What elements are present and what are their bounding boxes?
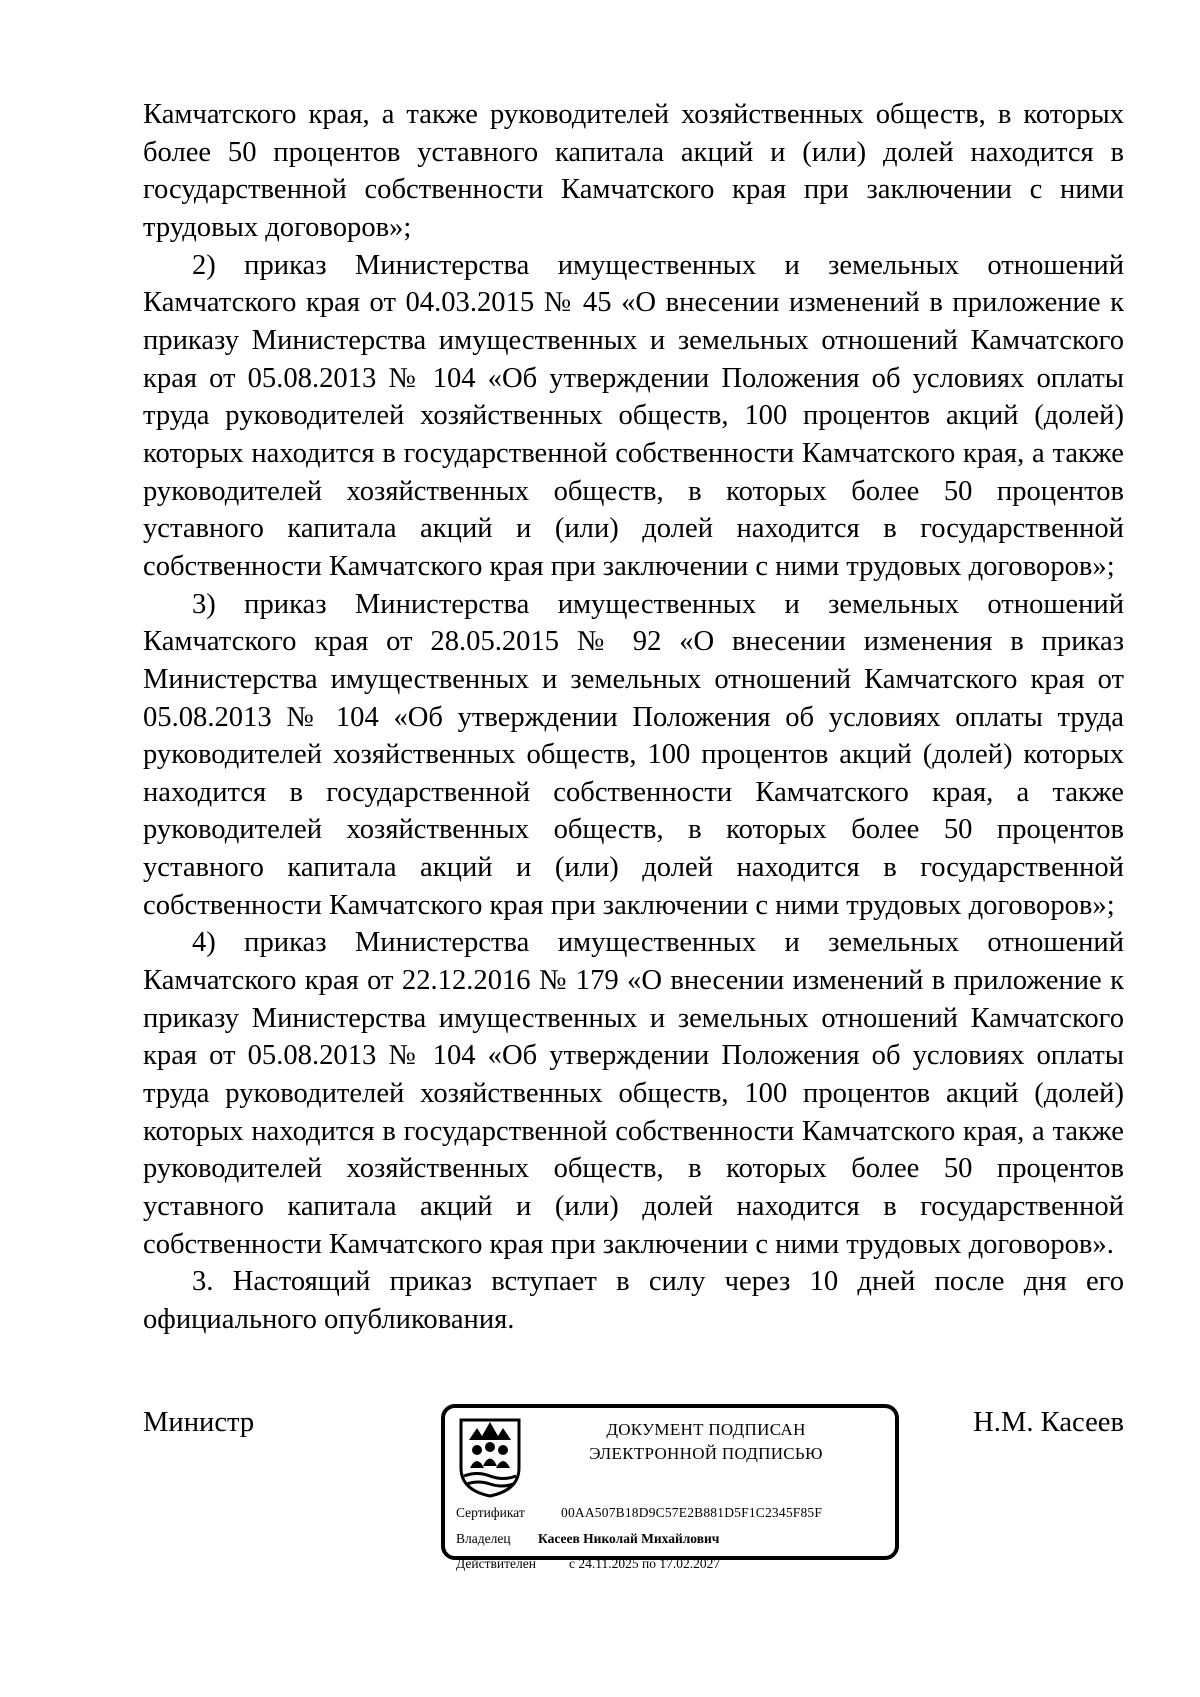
electronic-signature-stamp <box>441 1404 899 1571</box>
paragraph: 3. Настоящий приказ вступает в силу через 10 дней после дня его официального опубликования. <box>143 1266 1124 1335</box>
kamchatka-coat-of-arms-icon <box>455 1416 525 1498</box>
paragraph: 3) приказ Министерства имущественных и земельных отношений Камчатского края от 28.05.2015 № 92 «О внесении изменения в приказ Министерства имущественных и земельных отношений Камчатского края от 05.08.2013 № 104 «Об утверждении Положения об условиях оплаты труда руководителей хозяйственных обществ, 100 процентов акций (долей) которых находится в государственной собственности Камчатского края, а также руководителей хозяйственных обществ, в которых более 50 процентов уставного капитала акций и (или) долей находится в государственной собственности Камчатского края при заключении с ними трудовых договоров»; <box>143 588 1124 921</box>
stamp-certificate-row <box>456 1504 823 1522</box>
document-body <box>143 96 1124 1339</box>
certificate-value: 00AA507B18D9C57E2B881D5F1C2345F85F <box>561 1505 823 1520</box>
stamp-title-line-1: ДОКУМЕНТ ПОДПИСАН <box>606 1420 806 1439</box>
validity-label: Действителен <box>456 1556 536 1571</box>
paragraph: 4) приказ Министерства имущественных и земельных отношений Камчатского края от 22.12.2016 № 179 «О внесении изменений в приложение к приказу Министерства имущественных и земельных отношений Камчатского края от 05.08.2013 № 104 «Об утверждении Положения об условиях оплаты труда руководителей хозяйственных обществ, 100 процентов акций (долей) которых находится в государственной собственности Камчатского края, а также руководителей хозяйственных обществ, в которых более 50 процентов уставного капитала акций и (или) долей находится в государственной собственности Камчатского края при заключении с ними трудовых договоров». <box>143 927 1124 1260</box>
validity-value: с 24.11.2025 по 17.02.2027 <box>569 1556 721 1571</box>
stamp-title <box>541 1418 871 1466</box>
stamp-owner-row <box>456 1530 720 1548</box>
stamp-title-line-2: ЭЛЕКТРОННОЙ ПОДПИСЬЮ <box>589 1444 823 1463</box>
stamp-validity-row <box>456 1555 721 1573</box>
paragraph: Камчатского края, а также руководителей хозяйственных обществ, в которых более 50 процентов уставного капитала акций и (или) долей находится в государственной собственности Камчатского края при заключении с ними трудовых договоров»; <box>143 99 1124 243</box>
owner-value: Касеев Николай Михайлович <box>538 1531 720 1546</box>
certificate-label: Сертификат <box>456 1505 525 1520</box>
signer-position: Министр <box>143 1407 255 1438</box>
signer-name: Н.М. Касеев <box>973 1407 1124 1438</box>
owner-label: Владелец <box>456 1531 511 1546</box>
paragraph: 2) приказ Министерства имущественных и земельных отношений Камчатского края от 04.03.2015 № 45 «О внесении изменений в приложение к приказу Министерства имущественных и земельных отношений Камчатского края от 05.08.2013 № 104 «Об утверждении Положения об условиях оплаты труда руководителей хозяйственных обществ, 100 процентов акций (долей) которых находится в государственной собственности Камчатского края, а также руководителей хозяйственных обществ, в которых более 50 процентов уставного капитала акций и (или) долей находится в государственной собственности Камчатского края при заключении с ними трудовых договоров»; <box>143 249 1124 582</box>
